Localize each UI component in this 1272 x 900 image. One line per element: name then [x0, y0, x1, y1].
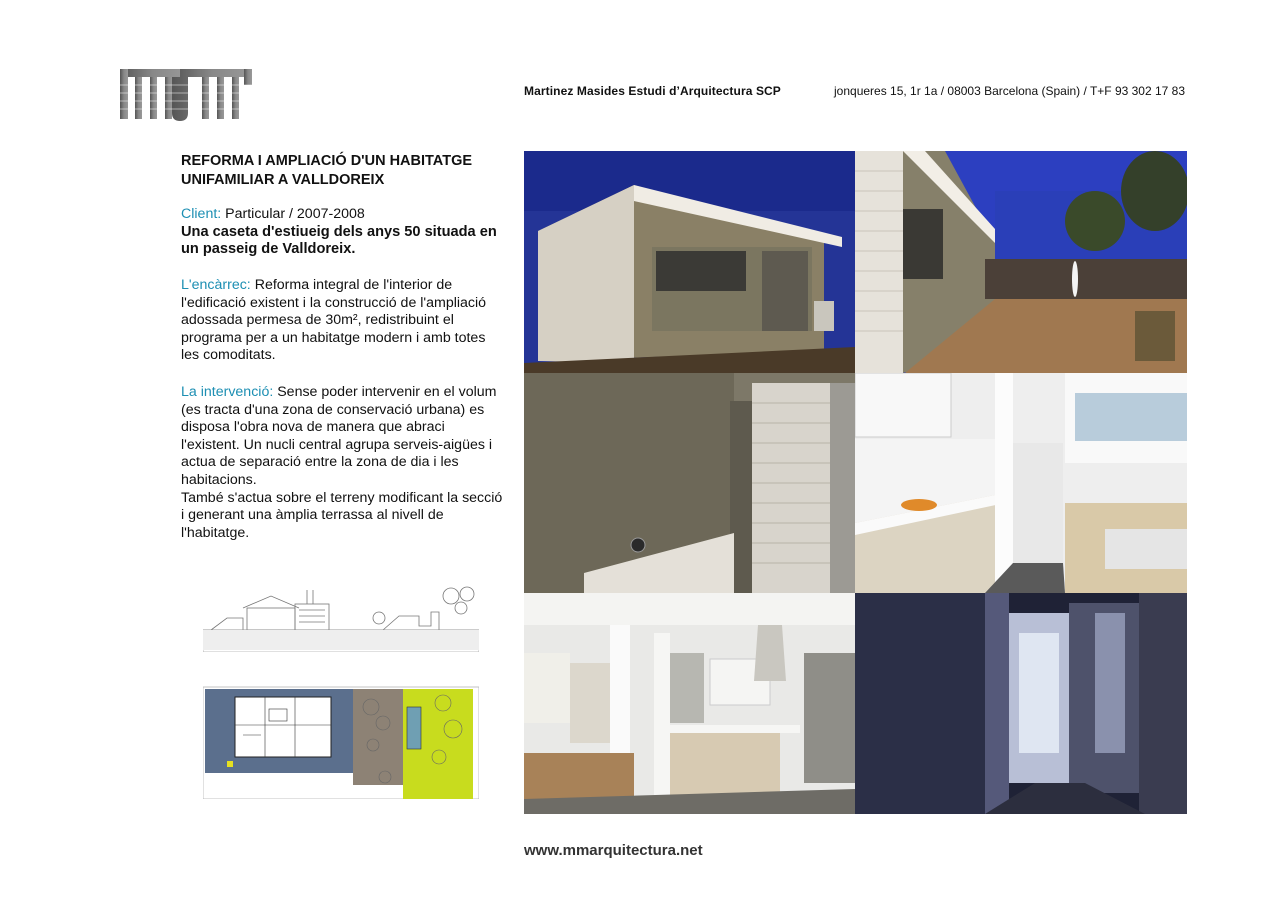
intervencio-text: Sense poder intervenir en el volum (es tracta d'una zona de conservació urbana) es disposa l'obra nova de manera que abraci l'existent. Un nucli central agrupa serveis-aigües i actua de separació entre la zona de dia i les habitacions. — [181, 384, 497, 488]
photo-terrace — [855, 151, 1187, 373]
encarrec-label: L'encàrrec: — [181, 277, 251, 293]
intervencio-label: La intervenció: — [181, 384, 274, 400]
firm-name: Martinez Masides Estudi d’Arquitectura SCP — [524, 84, 781, 98]
photo-kitchen-corridor — [855, 373, 1187, 593]
section-drawing — [203, 582, 479, 652]
project-summary: Una caseta d'estiueig dels anys 50 situada en un passeig de Valldoreix. — [181, 223, 497, 258]
photo-dark-corridor — [855, 593, 1187, 814]
photo-grid — [524, 151, 1187, 814]
encarrec-text: Reforma integral de l'interior de l'edificació existent i la construcció de l'ampliació adossada permesa de 30m², redistribuint el programa per a un habitatge modern i amb totes les comoditats. — [181, 277, 487, 364]
project-title — [181, 152, 501, 190]
client-label: Client: — [181, 206, 222, 222]
photo-wall-detail — [524, 373, 855, 593]
mm-logo — [120, 69, 252, 121]
intervencio-block — [181, 384, 506, 542]
photo-exterior-corner — [524, 151, 855, 373]
floor-plan — [203, 677, 479, 799]
client-value: Particular / 2007-2008 — [221, 206, 365, 222]
intervencio-text-2: També s'actua sobre el terreny modificant la secció i generant una àmplia terrassa al nivell de l'habitatge. — [181, 489, 503, 541]
project-title-line2: UNIFAMILIAR A VALLDOREIX — [181, 172, 385, 188]
project-title-line1: REFORMA I AMPLIACIÓ D'UN HABITATGE — [181, 153, 473, 169]
photo-open-kitchen — [524, 593, 855, 814]
firm-address: jonqueres 15, 1r 1a / 08003 Barcelona (Spain) / T+F 93 302 17 83 — [834, 84, 1186, 98]
website-link[interactable]: www.mmarquitectura.net — [524, 842, 703, 859]
client-block — [181, 206, 506, 259]
encarrec-block — [181, 277, 506, 365]
